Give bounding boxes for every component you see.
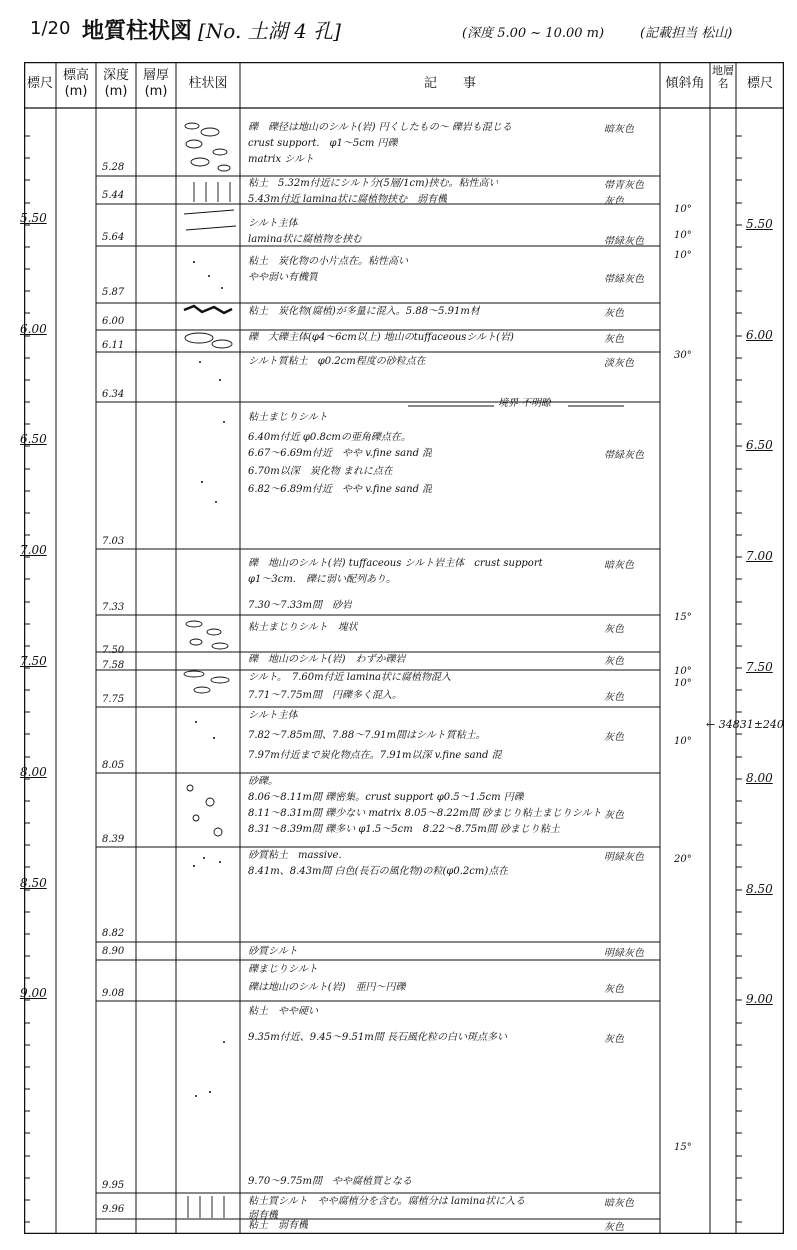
description-text: 礫は地山のシルト(岩) 亜円～円礫 [248,982,406,993]
depth-value: 7.50 [102,645,125,656]
description-text: 9.35m付近、9.45～9.51m間 長石風化粒の白い斑点多い [248,1032,507,1043]
description-color: 灰色 [604,810,624,821]
description-text: 粘土まじりシルト 塊状 [248,622,358,633]
scale-mark-left: 7.50 [20,654,47,668]
header-dip: 傾斜角 [665,76,705,91]
header-thickness [136,68,176,100]
description-color: 灰色 [604,196,624,207]
description-color: 帯緑灰色 [604,274,644,285]
header-thickness-unit: (m) [144,84,168,99]
depth-value: 5.28 [102,162,125,173]
dip-value: 15° [674,1142,692,1153]
description-color: 灰色 [604,984,624,995]
depth-value: 7.33 [102,602,125,613]
description-color: 暗灰色 [604,124,634,135]
header-description: 記 事 [423,76,476,91]
scale-mark-left: 9.00 [20,986,47,1000]
grid-lines [24,62,784,1234]
description-text: 粘土 やや硬い [248,1006,318,1017]
dip-value: 10° [674,250,692,261]
scale-mark-left: 6.00 [20,322,47,336]
dip-value: 10° [674,230,692,241]
dip-value: 10° [674,736,692,747]
description-text: シルト質粘土 φ0.2cm程度の砂粒点在 [248,356,426,367]
description-text: 礫まじりシルト [248,964,318,975]
depth-value: 6.34 [102,389,125,400]
scale-mark-right: 6.00 [746,328,773,342]
header-column: 柱状図 [188,76,228,91]
description-text: 6.67～6.69m付近 やや v.fine sand 混 [248,448,433,459]
header-depth [96,68,136,100]
description-text: 6.70m以深 炭化物 まれに点在 [248,466,393,477]
header-scale-right: 標尺 [746,76,773,91]
description-color: 灰色 [604,692,624,703]
scale-mark-right: 6.50 [746,438,773,452]
depth-value: 7.75 [102,694,125,705]
dip-value: 15° [674,612,692,623]
depth-value: 5.87 [102,287,125,298]
description-text: 7.82～7.85m間、7.88～7.91m間はシルト質粘土。 [248,730,486,741]
description-text: 8.11～8.31m間 礫少ない matrix 8.05～8.22m間 砂まじり粘土まじりシルト [248,808,602,819]
description-text: 砂質粘土 massive. [248,850,342,861]
description-color: 帯緑灰色 [604,236,644,247]
description-text: 9.70～9.75m間 やや腐植質となる [248,1176,413,1187]
description-text: シルト。 7.60m付近 lamina状に腐植物混入 [248,672,452,683]
scale-mark-left: 5.50 [20,211,47,225]
scale-mark-left: 6.50 [20,432,47,446]
description-color: 淡灰色 [604,358,634,369]
depth-value: 6.00 [102,316,125,327]
description-text: 8.41m、8.43m間 白色(長石の風化物)の粒(φ0.2cm)点在 [248,866,509,877]
header-scale-left: 標尺 [26,76,53,91]
description-text: 6.82～6.89m付近 やや v.fine sand 混 [248,484,433,495]
depth-value: 8.82 [102,928,125,939]
depth-value: 6.11 [102,340,125,351]
header-elevation [56,68,96,100]
scale-mark-right: 7.00 [746,549,773,563]
description-color: 灰色 [604,1222,624,1233]
description-text: 礫 地山のシルト(岩) わずか礫岩 [248,654,406,665]
depth-range: (深度 5.00 ~ 10.00 m) [462,26,605,41]
description-color: 明緑灰色 [604,852,644,863]
depth-value: 8.90 [102,946,125,957]
description-text: 礫 大礫主体(φ4～6cm以上) 地山のtuffaceousシルト(岩) [248,332,514,343]
dip-value: 30° [674,350,692,361]
description-text: matrix シルト [248,154,315,165]
description-text: 境界 不明瞭 [498,398,552,409]
dip-value: 10° [674,678,692,689]
scale-mark-right: 8.00 [746,771,773,785]
dip-value: 10° [674,204,692,215]
description-color: 灰色 [604,732,624,743]
scale-mark-right: 5.50 [746,217,773,231]
description-text: 粘土 5.32m付近にシルト分(5層/1cm)挟む。粘性高い [248,178,499,189]
description-color: 灰色 [604,308,624,319]
description-text: 砂質シルト [248,946,298,957]
depth-value: 9.08 [102,988,125,999]
description-text: シルト主体 [248,710,298,721]
description-text: 粘土 弱有機 [248,1220,308,1231]
description-text: 7.30～7.33m間 砂岩 [248,600,353,611]
header-formation: 地層名 [712,64,734,90]
age-annotation: ← 34831±240 [706,718,784,731]
description-text: 礫 礫径は地山のシルト(岩) 円くしたもの～ 礫岩も混じる [248,122,512,133]
description-text: 礫 地山のシルト(岩) tuffaceous シルト岩主体 crust support [248,558,543,569]
description-text: 弱有機 [248,1210,278,1221]
description-color: 暗灰色 [604,560,634,571]
depth-value: 7.03 [102,536,125,547]
description-color: 暗灰色 [604,1198,634,1209]
description-text: シルト主体 [248,218,298,229]
description-color: 帯緑灰色 [604,450,644,461]
description-color: 灰色 [604,334,624,345]
header-elevation-label: 標高 [62,68,89,83]
scale-mark-right: 8.50 [746,882,773,896]
header-thickness-label: 層厚 [142,68,169,83]
scale-mark-right: 7.50 [746,660,773,674]
dip-value: 20° [674,854,692,865]
depth-value: 9.95 [102,1180,125,1191]
scale-mark-left: 7.00 [20,543,47,557]
description-color: 灰色 [604,1034,624,1045]
description-color: 帯青灰色 [604,180,644,191]
description-text: 粘土質シルト やや腐植分を含む。腐植分は lamina状に入る [248,1196,526,1207]
depth-value: 9.96 [102,1204,125,1215]
depth-value: 5.44 [102,190,125,201]
depth-value: 8.39 [102,834,125,845]
scale-mark-left: 8.50 [20,876,47,890]
page-title: 地質柱状図 [82,19,193,44]
scale-mark-right: 9.00 [746,992,773,1006]
description-text: 5.43m付近 lamina状に腐植物挟む 弱有機 [248,194,448,205]
header-depth-label: 深度 [102,68,129,83]
description-text: 8.06～8.11m間 礫密集。crust support φ0.5～1.5cm 円礫 [248,792,524,803]
depth-value: 8.05 [102,760,125,771]
description-text: crust support. φ1～5cm 円礫 [248,138,398,149]
description-text: 8.31～8.39m間 礫多い φ1.5～5cm 8.22～8.75m間 砂まじり粘土 [248,824,560,835]
description-text: 6.40m付近 φ0.8cmの亜角礫点在。 [248,432,411,443]
depth-value: 7.58 [102,660,125,671]
description-text: 粘土 炭化物の小片点在。粘性高い [248,256,408,267]
hole-label: [No. 土湖 4 孔] [198,19,341,43]
description-text: lamina状に腐植物を挟む [248,234,363,245]
description-color: 灰色 [604,624,624,635]
header-depth-unit: (m) [104,84,128,99]
description-text: φ1～3cm. 礫に弱い配列あり。 [248,574,396,585]
logger-name: (記載担当 松山) [640,26,733,41]
scale-ratio: 1/20 [30,18,71,39]
log-sheet [20,62,784,1234]
description-text: 7.97m付近まで炭化物点在。7.91m以深 v.fine sand 混 [248,750,502,761]
depth-value: 5.64 [102,232,125,243]
scale-mark-left: 8.00 [20,765,47,779]
header-elevation-unit: (m) [64,84,88,99]
description-text: 粘土まじりシルト [248,412,328,423]
description-text: やや弱い有機質 [248,272,318,283]
description-color: 灰色 [604,656,624,667]
description-text: 砂礫。 [248,776,278,787]
description-color: 明緑灰色 [604,948,644,959]
description-text: 粘土 炭化物(腐植)が多量に混入。5.88～5.91m材 [248,306,480,317]
dip-value: 10° [674,666,692,677]
description-text: 7.71～7.75m間 円礫多く混入。 [248,690,403,701]
title-bar [0,0,797,60]
